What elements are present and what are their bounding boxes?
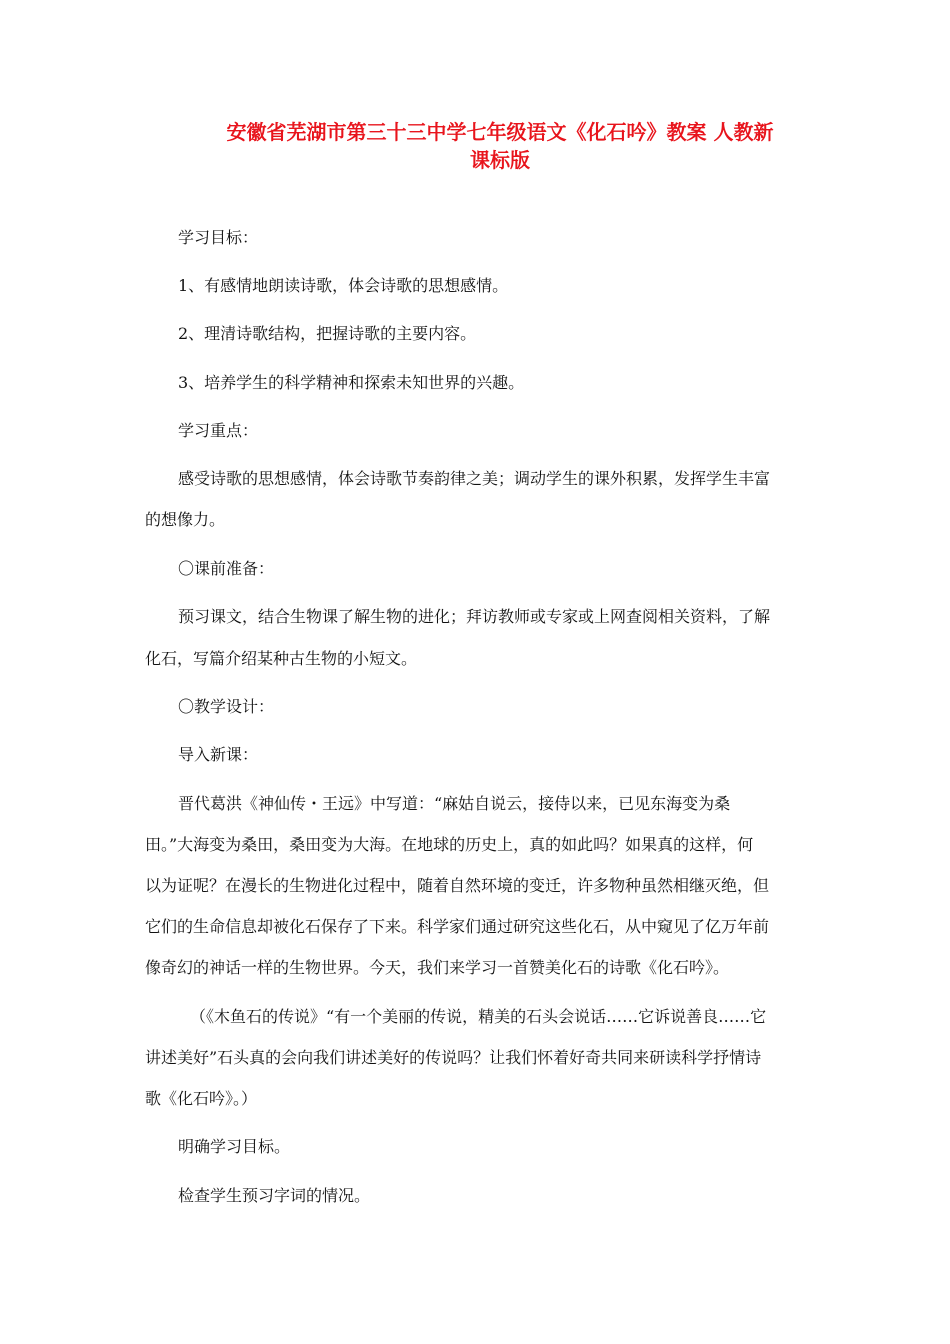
paragraph-line: 以为证呢？在漫长的生物进化过程中，随着自然环境的变迁，许多物种虽然相继灭绝，但 [145,876,770,895]
heading-teaching-design: 〇教学设计： [178,697,275,716]
heading-intro: 导入新课： [178,745,259,764]
goal-item-3: 3、培养学生的科学精神和探索未知世界的兴趣。 [178,373,525,392]
paragraph-line: 化石，写篇介绍某种古生物的小短文。 [145,649,418,668]
paragraph-line: （《木鱼石的传说》“有一个美丽的传说，精美的石头会说话……它诉说善良……它 [190,1007,767,1026]
heading-preparation: 〇课前准备： [178,559,275,578]
paragraph-line: 像奇幻的神话一样的生物世界。今天，我们来学习一首赞美化石的诗歌《化石吟》。 [145,958,730,977]
goal-item-1: 1、有感情地朗读诗歌，体会诗歌的思想感情。 [178,276,509,295]
title-line-2: 课标版 [470,148,530,172]
paragraph-line: 歌《化石吟》。） [145,1089,258,1108]
heading-learning-goals: 学习目标： [178,228,259,247]
heading-key-points: 学习重点： [178,421,259,440]
paragraph-line: 感受诗歌的思想感情，体会诗歌节奏韵律之美；调动学生的课外积累，发挥学生丰富 [178,469,771,488]
paragraph-line: 讲述美好”石头真的会向我们讲述美好的传说吗？让我们怀着好奇共同来研读科学抒情诗 [145,1048,762,1067]
paragraph-line: 明确学习目标。 [178,1137,291,1156]
paragraph-line: 晋代葛洪《神仙传・王远》中写道：“麻姑自说云，接侍以来，已见东海变为桑 [178,794,731,813]
document-title [150,118,850,174]
paragraph-line: 它们的生命信息却被化石保存了下来。科学家们通过研究这些化石，从中窥见了亿万年前 [145,917,770,936]
goal-item-2: 2、理清诗歌结构，把握诗歌的主要内容。 [178,324,477,343]
title-line-1: 安徽省芜湖市第三十三中学七年级语文《化石吟》教案 人教新 [226,120,774,144]
paragraph-line: 检查学生预习字词的情况。 [178,1186,371,1205]
paragraph-line: 田。”大海变为桑田，桑田变为大海。在地球的历史上，真的如此吗？如果真的这样，何 [145,835,754,854]
paragraph-line: 预习课文，结合生物课了解生物的进化；拜访教师或专家或上网查阅相关资料，了解 [178,607,771,626]
paragraph-line: 的想像力。 [145,510,226,529]
